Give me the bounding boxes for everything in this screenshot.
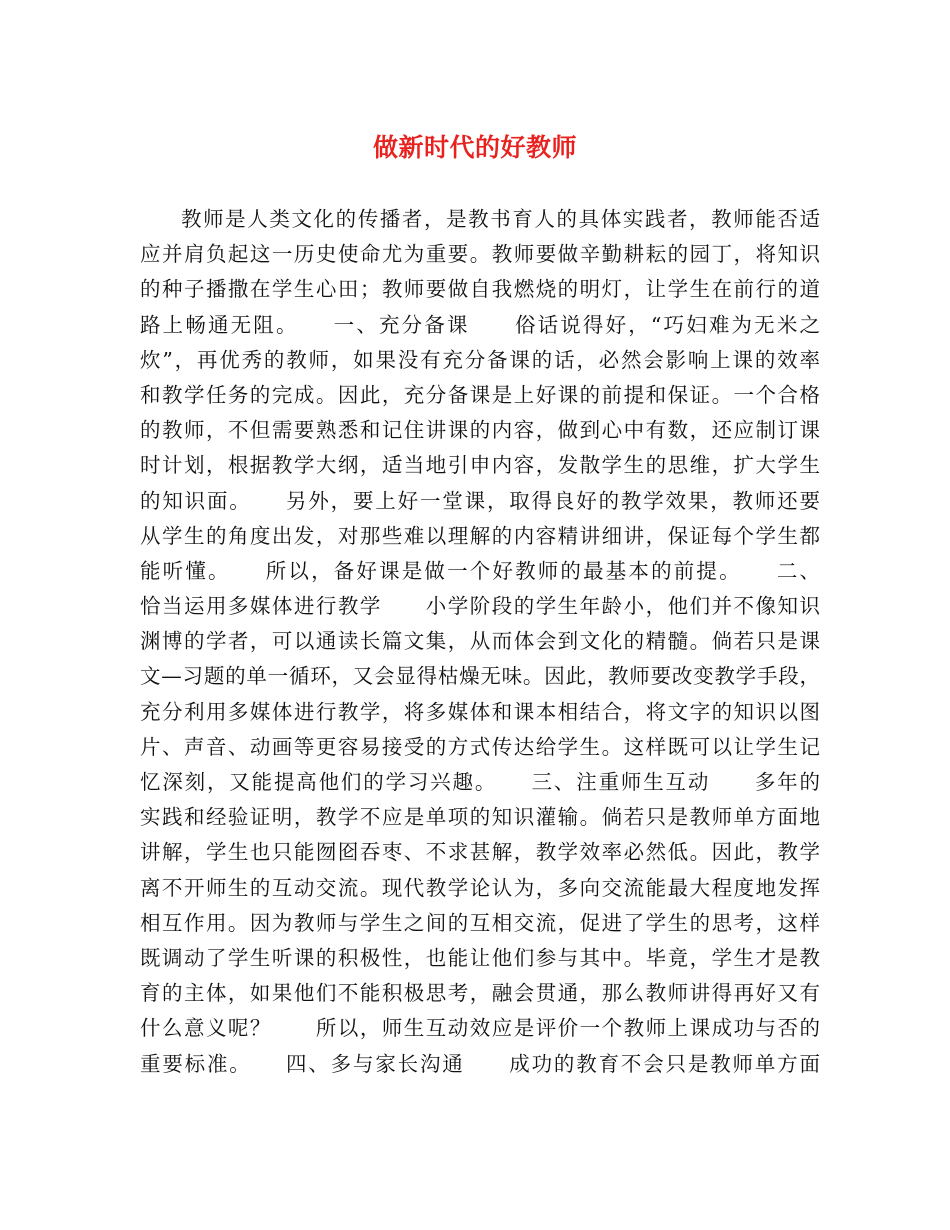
body-line: 的教师，不但需要熟悉和记住讲课的内容，做到心中有数，还应制订课 bbox=[140, 418, 820, 443]
body-line: 的知识面。 另外，要上好一堂课，取得良好的教学效果，教师还要 bbox=[140, 488, 820, 513]
body-line: 时计划，根据教学大纲，适当地引申内容，发散学生的思维，扩大学生 bbox=[140, 453, 820, 478]
body-line: 什么意义呢？ 所以，师生互动效应是评价一个教师上课成功与否的 bbox=[140, 1016, 820, 1041]
body-line: 应并肩负起这一历史使命尤为重要。教师要做辛勤耕耘的园丁，将知识 bbox=[140, 242, 820, 267]
body-line: 实践和经验证明，教学不应是单项的知识灌输。倘若只是教师单方面地 bbox=[140, 805, 820, 830]
body-line: 离不开师生的互动交流。现代教学论认为，多向交流能最大程度地发挥 bbox=[140, 875, 820, 900]
body-line: 炊”，再优秀的教师，如果没有充分备课的话，必然会影响上课的效率 bbox=[140, 347, 820, 372]
document-title: 做新时代的好教师 bbox=[372, 133, 577, 162]
body-line: 能听懂。 所以，备好课是做一个好教师的最基本的前提。 二、 bbox=[140, 558, 820, 583]
body-line: 路上畅通无阻。 一、充分备课 俗话说得好，“巧妇难为无米之 bbox=[140, 312, 820, 337]
document-body bbox=[140, 202, 820, 1082]
body-line: 恰当运用多媒体进行教学 小学阶段的学生年龄小，他们并不像知识 bbox=[140, 594, 820, 619]
body-line: 文—习题的单一循环，又会显得枯燥无味。因此，教师要改变教学手段， bbox=[140, 664, 820, 689]
body-line: 的种子播撒在学生心田；教师要做自我燃烧的明灯，让学生在前行的道 bbox=[140, 277, 820, 302]
body-line: 渊博的学者，可以通读长篇文集，从而体会到文化的精髓。倘若只是课 bbox=[140, 629, 820, 654]
body-line: 重要标准。 四、多与家长沟通 成功的教育不会只是教师单方面 bbox=[140, 1051, 820, 1076]
body-line: 忆深刻，又能提高他们的学习兴趣。 三、注重师生互动 多年的 bbox=[140, 770, 820, 794]
body-line: 充分利用多媒体进行教学，将多媒体和课本相结合，将文字的知识以图 bbox=[140, 699, 820, 724]
body-line: 育的主体，如果他们不能积极思考，融会贯通，那么教师讲得再好又有 bbox=[140, 981, 820, 1006]
body-line: 讲解，学生也只能囫囵吞枣、不求甚解，教学效率必然低。因此，教学 bbox=[140, 840, 820, 865]
body-line: 从学生的角度出发，对那些难以理解的内容精讲细讲，保证每个学生都 bbox=[140, 523, 820, 548]
body-line: 既调动了学生听课的积极性，也能让他们参与其中。毕竟，学生才是教 bbox=[140, 945, 820, 970]
body-line: 教师是人类文化的传播者，是教书育人的具体实践者，教师能否适 bbox=[181, 207, 820, 231]
body-line: 相互作用。因为教师与学生之间的互相交流，促进了学生的思考，这样 bbox=[140, 910, 820, 935]
body-line: 片、声音、动画等更容易接受的方式传达给学生。这样既可以让学生记 bbox=[140, 734, 820, 759]
body-line: 和教学任务的完成。因此，充分备课是上好课的前提和保证。一个合格 bbox=[140, 382, 820, 407]
